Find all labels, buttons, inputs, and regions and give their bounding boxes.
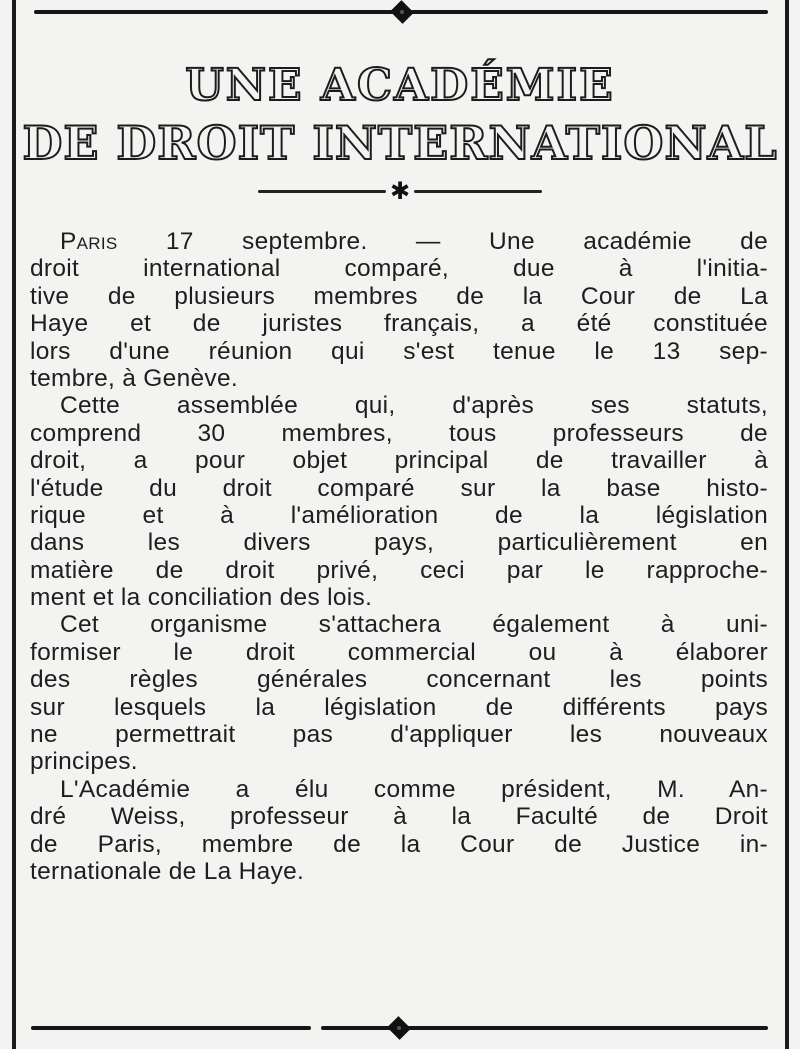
right-border-rule — [785, 0, 789, 1049]
text-line: des règles générales concernant les points — [30, 666, 768, 694]
text-line: Cet organisme s'attachera également à uni- — [60, 611, 768, 639]
headline-line-2: DE DROIT INTERNATIONAL — [22, 116, 778, 170]
text-line: ternationale de La Haye. — [30, 857, 305, 885]
text-line: matière de droit privé, ceci par le rapproche- — [30, 556, 768, 584]
top-ornamental-rule — [34, 2, 768, 22]
text-line: L'Académie a élu comme président, M. An- — [60, 775, 768, 803]
article-body — [30, 228, 768, 885]
lozenge-center-dot — [397, 1026, 401, 1030]
bottom-ornamental-rule — [31, 1018, 768, 1038]
text-line: droit, a pour objet principal de travailler à — [30, 447, 768, 475]
text-line: tive de plusieurs membres de la Cour de La — [30, 282, 768, 310]
dateline-lead: 17 septembre. — Une académie de — [117, 228, 768, 255]
text-line: ment et la conciliation des lois. — [30, 584, 373, 612]
text-line: dré Weiss, professeur à la Faculté de Droit — [30, 803, 768, 831]
lozenge-center-dot — [400, 10, 404, 14]
text-line: ne permettrait pas d'appliquer les nouveaux — [30, 721, 768, 749]
text-line: l'étude du droit comparé sur la base histo- — [30, 474, 768, 502]
text-line: rique et à l'amélioration de la législation — [30, 501, 768, 529]
rule-line-left — [31, 1026, 311, 1030]
dateline-place: Paris — [60, 228, 118, 255]
text-line: droit international comparé, due à l'initia- — [30, 255, 768, 283]
text-line: sur lesquels la législation de différents pays — [30, 693, 768, 721]
star-divider — [258, 177, 542, 205]
asterisk-star-icon: ✱ — [389, 177, 411, 205]
headline-line-1: UNE ACADÉMIE — [185, 60, 615, 111]
divider-line-left — [258, 190, 386, 193]
text-line: formiser le droit commercial ou à élaborer — [30, 638, 768, 666]
text-line: principes. — [30, 748, 138, 776]
text-line: Haye et de juristes français, a été constituée — [30, 310, 768, 338]
text-line: dans les divers pays, particulièrement en — [30, 529, 768, 557]
left-border-rule — [12, 0, 16, 1049]
text-line: de Paris, membre de la Cour de Justice in- — [30, 830, 768, 858]
text-line: tembre, à Genève. — [30, 364, 239, 392]
text-line: comprend 30 membres, tous professeurs de — [30, 419, 768, 447]
dateline-line — [30, 228, 768, 255]
divider-line-right — [414, 190, 542, 193]
text-line: Cette assemblée qui, d'après ses statuts, — [60, 392, 768, 420]
text-line: lors d'une réunion qui s'est tenue le 13 sep- — [30, 337, 768, 365]
